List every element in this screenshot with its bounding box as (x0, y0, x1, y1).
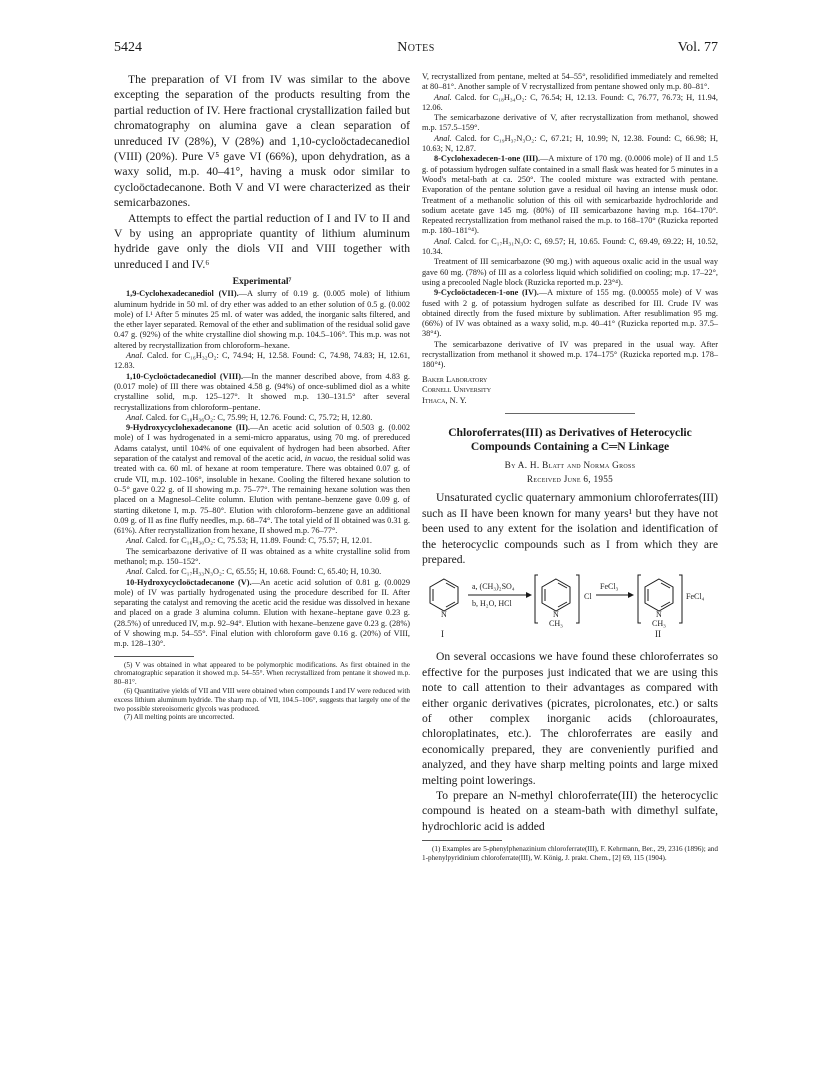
address-line: Ithaca, N. Y. (422, 395, 467, 405)
analysis-line: Anal. Calcd. for C₁₉H₃₇N₃O₂: C, 67.21; H, 10.99; N, 12.38. Found: C, 66.98; H, 10.63; N, 12.87. (422, 133, 718, 154)
compound-label-1: I (441, 629, 444, 640)
nitrogen-label: N (553, 610, 559, 620)
analysis-line: Anal. Calcd. for C₁₈H₃₄O₂: C, 76.54; H, 12.13. Found: C, 76.77, 76.73; H, 11.94, 12.06. (422, 92, 718, 112)
article-title: Chloroferrates(III) as Derivatives of Heterocyclic Compounds Containing a C═N Linkage (448, 426, 692, 454)
procedure-paragraph: The semicarbazone derivative of V, after recrystallization from methanol, showed m.p. 157.5–159°. (422, 113, 718, 133)
analysis-line: Anal. Calcd. for C₁₈H₃₆O₂: C, 75.99; H, 12.76. Found: C, 75.72; H, 12.80. (126, 412, 373, 422)
intro-paragraph: The preparation of VI from IV was similar to the above excepting the separation of the products resulting from the partial reduction of IV. Here fractional crystallization failed but chromatography on alumina gave a clean separation of unreduced IV (28%), V (28%) and 1,10-cycloöctadecanediol (VIII) (20%). Pure V⁵ gave VI (66%), upon dehydration, as a waxy solid, m.p. 40–41°, having a musk odor similar to cycloöctadecanone. Both V and VI were characterized as their semicarbazones. (114, 73, 410, 210)
footnote: (6) Quantitative yields of VII and VIII were obtained when compounds I and IV were reduced with excess lithium aluminum hydride. The sharp m.p. of VII, 104.5–106°, suggests that largely one of the two possible stereoisomeric glycols was produced. (114, 687, 410, 713)
tetrachloroferrate-label: FeCl₄ (686, 592, 705, 602)
footnote-rule (114, 656, 194, 657)
procedure-paragraph: Treatment of III semicarbazone (90 mg.) with aqueous oxalic acid in the usual way gave 60 mg. (78%) of III as a colorless liquid which solidified on cooling; m.p. 17–22°, using a precooled Nagle block (Ruzicka reported m.p. 23°⁴). (422, 257, 718, 287)
bracket-right (576, 575, 579, 623)
methyl-label: CH₃ (652, 619, 666, 629)
compound-heading: 10-Hydroxycycloöctadecanone (V). (126, 577, 252, 587)
procedure-paragraph: 1,10-Cycloöctadecanediol (VIII).—In the manner described above, from 4.83 g. (0.017 mole) of III there was obtained 4.58 g. (94%) of once-sublimed diol as a white crystalline solid, m.p. 125–127°. It showed m.p. 130–131.5° after several recrystallizations from chloroform–pentane. (114, 371, 410, 412)
procedure-paragraph: V, recrystallized from pentane, melted at 54–55°, resolidified immediately and remelted at 80–81°. Another sample of V recrystallized from pentane showed only m.p. 80–81°. (422, 72, 718, 92)
compound-heading: 1,9-Cyclohexadecanediol (VII). (126, 289, 239, 299)
bracket-right (679, 575, 682, 623)
compound-heading: 9-Cycloöctadecen-1-one (IV). (434, 288, 539, 298)
procedure-paragraph: The semicarbazone derivative of II was obtained as a white crystalline solid from methanol; m.p. 150–152°. (114, 546, 410, 566)
footnote: (5) V was obtained in what appeared to be polymorphic modifications. As first obtained in the chromatographic separation it showed m.p. 54–55°. When recrystallized from pentane it showed m.p. 80–81°. (114, 660, 410, 687)
body-paragraph: To prepare an N-methyl chloroferrate(III) the heterocyclic compound is heated on a steam-bath with dimethyl sulfate, hydrochloric acid is added (422, 789, 718, 833)
analysis-line: Anal. Calcd. for C₁₆H₃₀O₂: C, 75.53; H, 11.89. Found: C, 75.57; H, 12.01. (126, 536, 373, 546)
received-date: Received June 6, 1955 (526, 474, 614, 485)
section-name: Notes (397, 40, 435, 55)
procedure-paragraph: 8-Cyclohexadecen-1-one (III).—A mixture of 170 mg. (0.0006 mole) of II and 1.5 g. of potassium hydrogen sulfate contained in a small flask was heated for 5 minutes in a Wood's metal-bath at ca. 250°. The cooled mixture was extracted with pentane. Evaporation of the pentane solution gave a residual oil having an intense musk odor. Treatment of a methanolic solution of this oil with semicarbazide hydrochloride and sodium acetate gave 145 mg. (80%) of III semicarbazone having m.p. 164–170°. Repeated recrystallization from methanol raised the m.p. to 168–170° (Ruzicka reported m.p. 180–181°⁴). (422, 154, 718, 236)
pyridinium-ring (542, 579, 570, 611)
reagent-b: b, H₂O, HCl (472, 599, 512, 609)
nitrogen-label: N (441, 610, 447, 620)
address-line: Baker Laboratory (422, 374, 488, 384)
arrow-head (526, 592, 532, 598)
chloride-label: Cl (584, 592, 592, 602)
bracket-left (638, 575, 641, 623)
reaction-scheme (422, 571, 718, 645)
experimental-heading: Experimental⁷ (232, 276, 292, 288)
compound-heading: 9-Hydroxycyclohexadecanone (II). (126, 423, 250, 433)
procedure-paragraph: 1,9-Cyclohexadecanediol (VII).—A slurry of 0.19 g. (0.005 mole) of lithium aluminum hydride in 50 ml. of dry ether was added to an ether solution of 0.5 g. (0.002 mole) of I.¹ After 5 minutes 25 ml. of water was added, the inorganic salts filtered, and the ether layer separated. Removal of the ether and sublimation of the residual solid gave 0.47 g. (92%) of the white crystalline diol showing m.p. 104.5–106°. This m.p. was not altered by recrystallization from chloroform–hexane. (114, 289, 410, 350)
bracket-left (535, 575, 538, 623)
body-paragraph: Unsaturated cyclic quaternary ammonium chloroferrates(III) such as II have been known for many years¹ but they have not been used to any extent for the isolation and identification of the heterocyclic compounds such as I from which they are prepared. (422, 491, 718, 567)
page-header (114, 40, 718, 60)
procedure-paragraph: 9-Hydroxycyclohexadecanone (II).—An acetic acid solution of 0.503 g. (0.002 mole) of I was hydrogenated in a semi-micro apparatus, using 70 mg. of prereduced Adams catalyst, until 104% of one equivalent of hydrogen had been absorbed. After separation of the catalyst and removal of the acetic acid, in vacuo, the residual solid was treated with ca. 60 ml. of hexane at room temperature. There was obtained 0.07 g. of crude VII, m.p. 102–106°, insoluble in hexane. Cooling the filtered hexane solution to 0–5° gave 0.22 g. of II showing m.p. 75–77°. The remaining hexane solution was then placed on a Magnesol–Celite column. Elution with pentane–benzene gave 0.09 g. of starting diketone I, m.p. 75–80°. Elution with chloroform–benzene gave an additional 0.09 g. of II as fine fluffy needles, m.p. 68–74°. The total yield of II obtained was 0.31 g. (61%). After recrystallization from hexane, II showed m.p. 76–77°. (114, 423, 411, 536)
analysis-line: Anal. Calcd. for C₁₆H₃₂O₂: C, 74.94; H, 12.58. Found: C, 74.98, 74.83; H, 12.61, 12.83. (114, 351, 410, 371)
reagent-a: a, (CH₃)₂SO₄ (472, 582, 515, 592)
intro-paragraph: Attempts to effect the partial reduction of I and IV to II and V by using an appropriate quantity of lithium aluminum hydride gave only the diols VII and VIII together with unreduced I and IV.⁶ (114, 211, 410, 271)
compound-heading: 8-Cyclohexadecen-1-one (III). (434, 154, 541, 164)
footnote-rule (422, 840, 502, 841)
right-column (422, 72, 718, 863)
page-number: 5424 (114, 40, 142, 55)
arrow-head (628, 592, 634, 598)
volume-number: Vol. 77 (677, 40, 718, 55)
procedure-paragraph: 9-Cycloöctadecen-1-one (IV).—A mixture of 155 mg. (0.00055 mole) of V was fused with 2 g. of potassium hydrogen sulfate as described for III. Crude IV was obtained directly from the fused mixture by sublimation. After resublimation 95 mg. (66%) of IV was obtained as a waxy solid, m.p. 40–41° (Ruzicka reported m.p. 37.5–38°⁴). (422, 288, 718, 339)
footnote: (7) All melting points are uncorrected. (124, 713, 235, 722)
analysis-line: Anal. Calcd. for C₁₇H₃₁N₃O: C, 69.57; H, 10.65. Found: C, 69.49, 69.22; H, 10.52, 10.34. (422, 236, 718, 257)
nitrogen-label: N (656, 610, 662, 620)
address-block (422, 375, 718, 407)
methyl-label: CH₃ (549, 619, 563, 629)
compound-label-2: II (655, 629, 661, 640)
analysis-line: Anal. Calcd. for C₁₇H₃₃N₃O₂: C, 65.55; H, 10.68. Found: C, 65.40; H, 10.30. (126, 567, 382, 577)
article-separator (505, 413, 635, 414)
reaction-scheme-svg (422, 571, 718, 645)
address-line: Cornell University (422, 385, 492, 395)
pyridine-ring-i (430, 579, 458, 611)
procedure-paragraph: The semicarbazone derivative of IV was prepared in the usual way. After recrystallization from methanol it showed m.p. 174–175° (Ruzicka reported m.p. 178–180°⁴). (422, 339, 718, 370)
procedure-paragraph: 10-Hydroxycycloöctadecanone (V).—An acetic acid solution of 0.81 g. (0.0029 mole) of IV was partially hydrogenated using the procedure described for II. After separating the catalyst and removing the acetic acid the residue was dissolved in hexane and placed on a grade 3 alumina column. Elution with hexane–heptane gave 0.23 g. (28.5%) of unreduced IV, m.p. 92–94°. Elution with hexane–benzene gave 0.23 g. (28%) of V showing m.p. 54–55°. Final elution with chloroform gave 0.16 g. (20%) of VIII, m.p. 128–130°. (114, 577, 410, 649)
body-paragraph: On several occasions we have found these chloroferrates so effective for the purposes just indicated that we are using this note to call attention to their advantages as compared with either organic derivatives (picrates, picrolonates, etc.) or salts of other complex inorganic acids (chloroaurates, chloroplatinates, etc.). The chloroferrates are easily and economically prepared, they are conveniently purified and analyzed, and they have sharp melting points and large mixed melting point lowerings. (422, 650, 718, 787)
pyridinium-ring-ii (645, 579, 673, 611)
reagent-c: FeCl₃ (600, 582, 619, 592)
article-byline: By A. H. Blatt and Norma Gross (504, 460, 636, 471)
compound-heading: 1,10-Cycloöctadecanediol (VIII). (126, 371, 244, 381)
footnote: (1) Examples are 5-phenylphenazinium chloroferrate(III), F. Kehrmann, Ber., 29, 2316 (1896); and 1-phenylpyridinium chloroferrate(III), W. König, J. prakt. Chem., [2] 69, 115 (1904). (422, 845, 718, 863)
left-column (114, 72, 410, 722)
